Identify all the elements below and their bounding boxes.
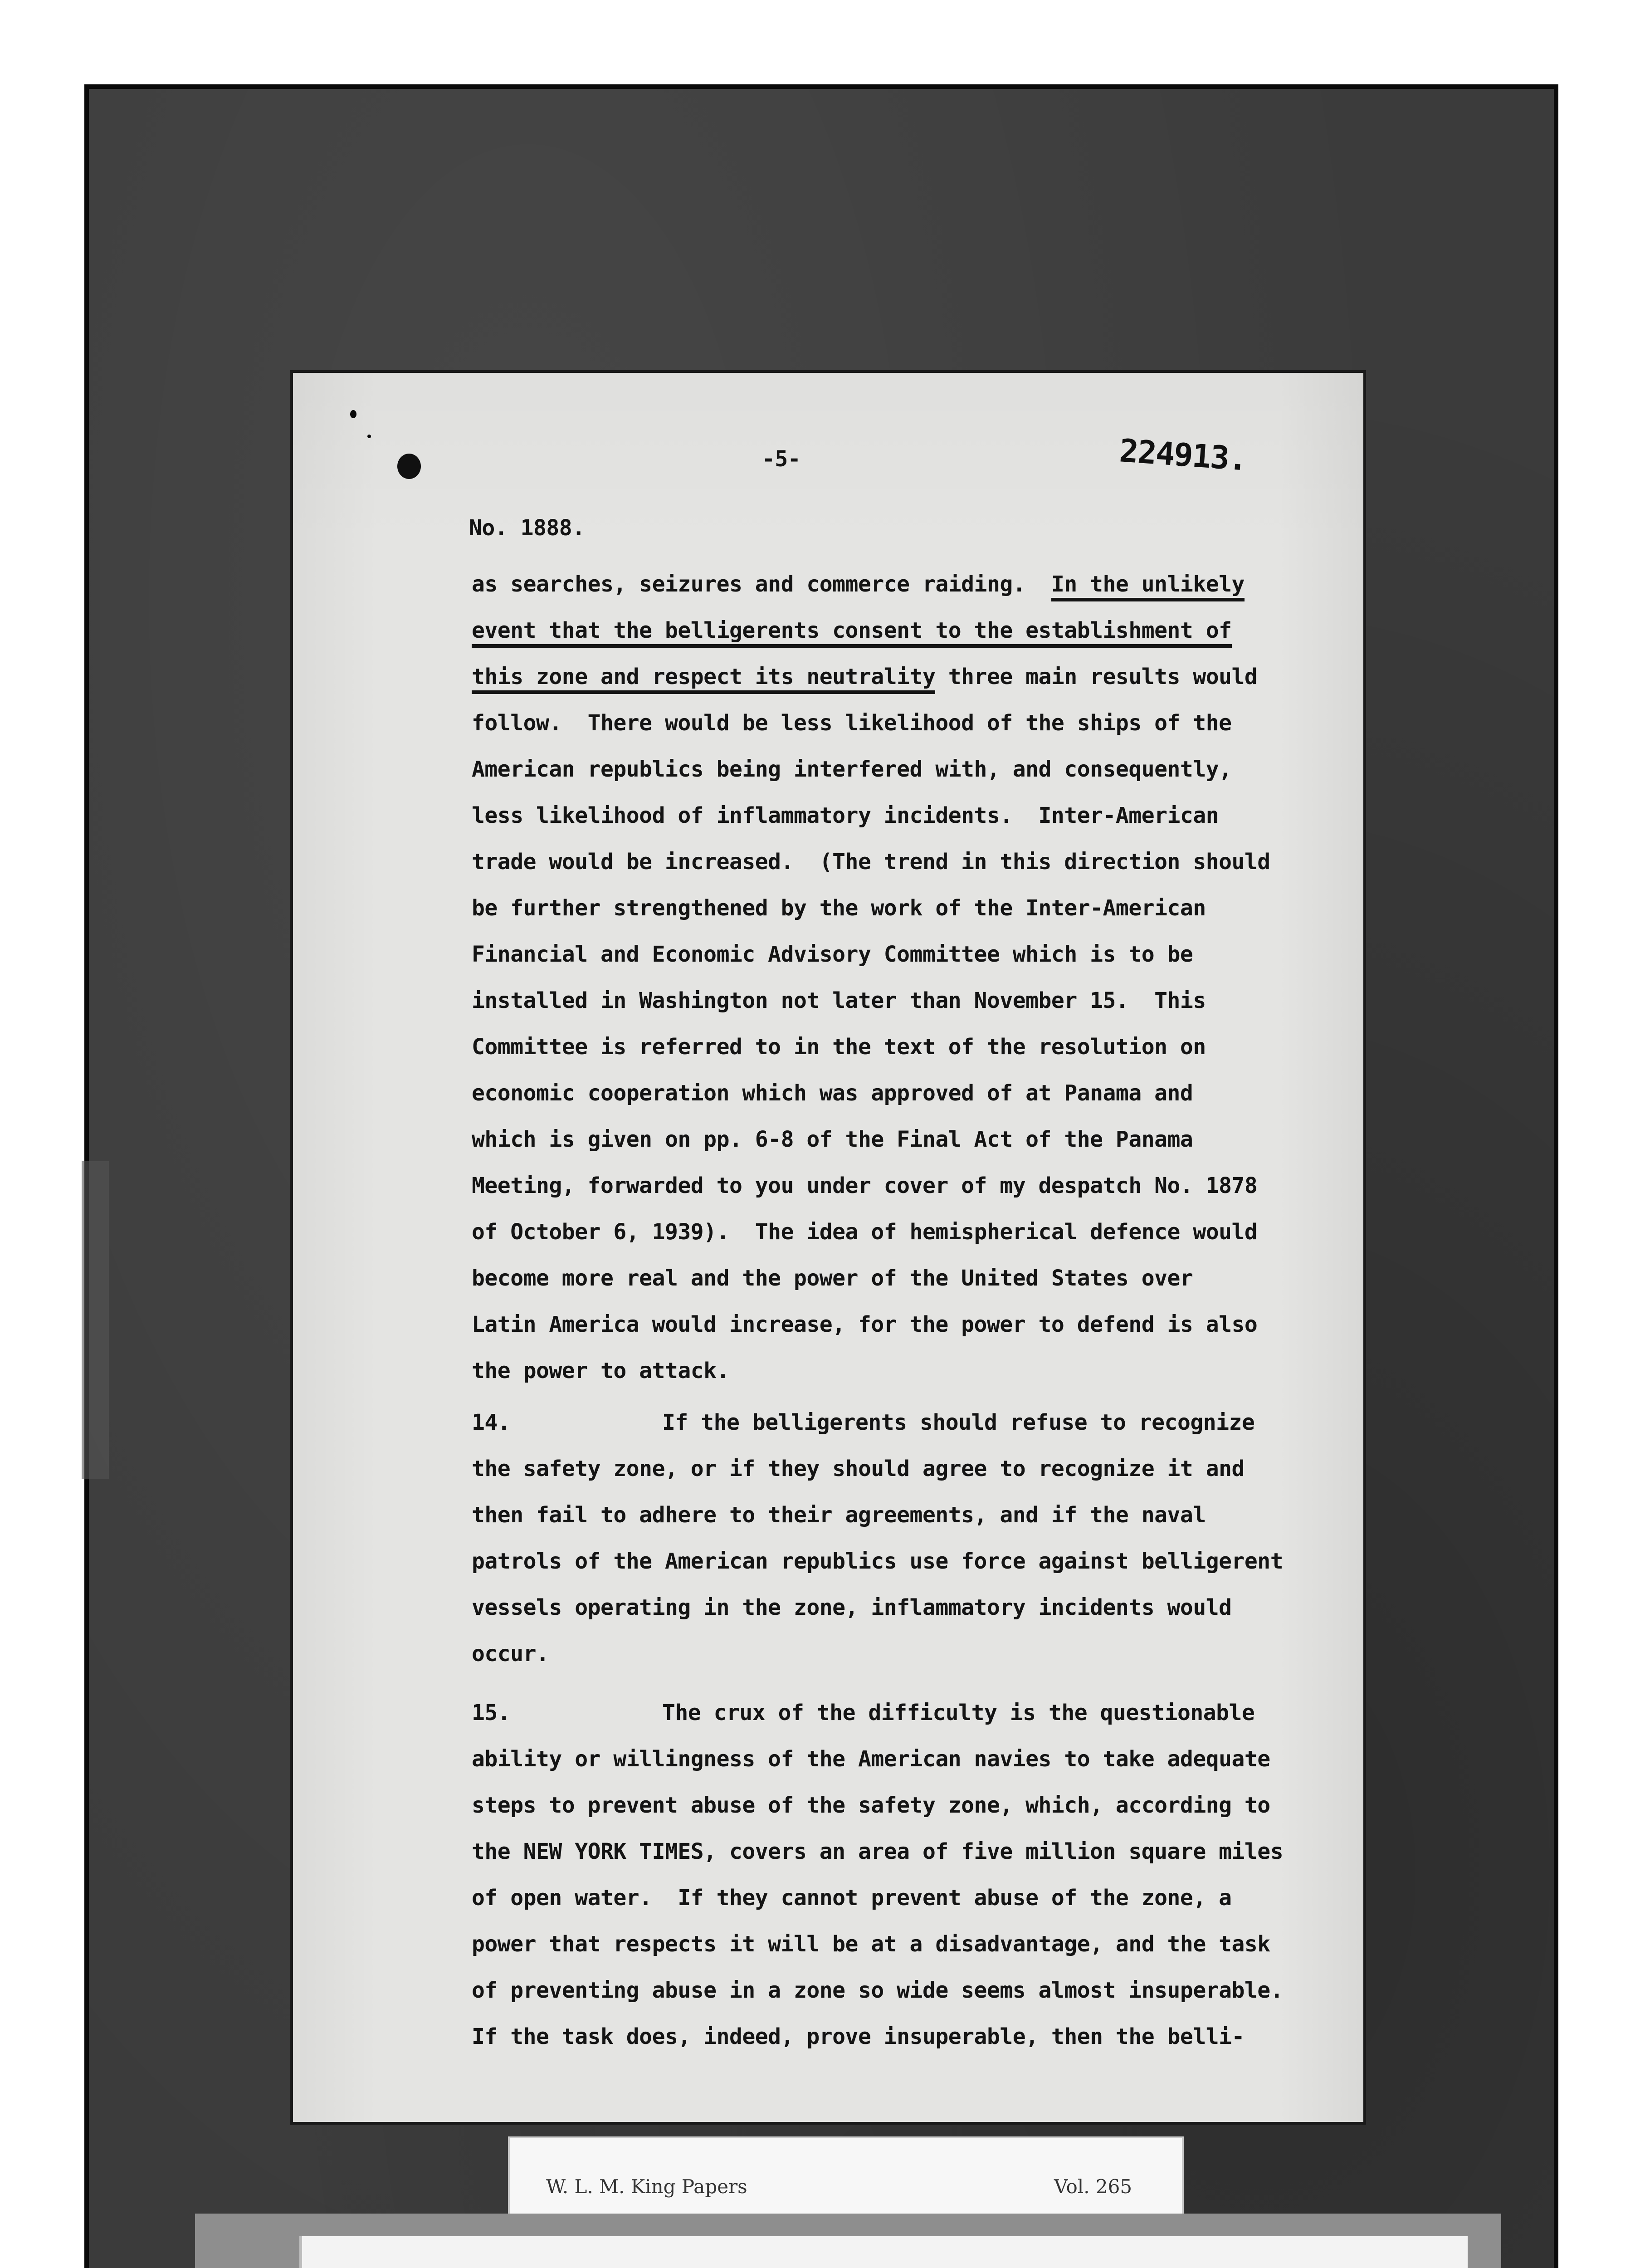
text-segment: follow. There would be less likelihood of the ships of the: [472, 710, 1232, 736]
text-line: [472, 1312, 1257, 1337]
text-line: [472, 1793, 1270, 1818]
text-segment: which is given on pp. 6-8 of the Final Act of the Panama: [472, 1127, 1193, 1152]
text-line: [472, 1034, 1206, 1060]
text-segment: of preventing abuse in a zone so wide seems almost insuperable.: [472, 1978, 1284, 2003]
text-line: [472, 2024, 1245, 2049]
text-segment: Financial and Economic Advisory Committee which is to be: [472, 942, 1193, 967]
page-number: -5-: [762, 446, 801, 472]
text-line: [472, 1641, 549, 1667]
text-line: [472, 710, 1232, 736]
ink-speck: [367, 435, 371, 438]
text-segment: less likelihood of inflammatory incidents. Inter-American: [472, 803, 1219, 828]
text-segment: of open water. If they cannot prevent abuse of the zone, a: [472, 1885, 1232, 1911]
text-segment: the safety zone, or if they should agree to recognize it and: [472, 1456, 1245, 1481]
text-segment: If the task does, indeed, prove insuperable, then the belli-: [472, 2024, 1245, 2049]
text-segment: patrols of the American republics use force against belligerent: [472, 1549, 1284, 1574]
paragraph-number: 15.: [472, 1700, 511, 1725]
text-line: [472, 988, 1206, 1013]
text-segment: Meeting, forwarded to you under cover of my despatch No. 1878: [472, 1173, 1258, 1198]
film-edge-strip: [82, 1161, 109, 1479]
text-line: [472, 1746, 1270, 1772]
text-line: [472, 1839, 1283, 1864]
text-segment: steps to prevent abuse of the safety zone, which, according to: [472, 1793, 1270, 1818]
text-segment: as searches, seizures and commerce raiding.: [472, 572, 1051, 597]
text-line: [472, 1595, 1232, 1620]
text-segment: power that respects it will be at a disadvantage, and the task: [472, 1931, 1270, 1957]
text-line: [472, 849, 1270, 875]
text-line: [472, 1931, 1270, 1957]
text-line: [472, 1549, 1283, 1574]
underlined-text: this zone and respect its neutrality: [472, 664, 935, 694]
text-segment: the power to attack.: [472, 1358, 729, 1383]
ink-speck: [350, 410, 356, 418]
text-segment: If the belligerents should refuse to recognize: [662, 1410, 1255, 1435]
text-segment: be further strengthened by the work of the Inter-American: [472, 895, 1206, 921]
text-line: [472, 1978, 1283, 2003]
text-line: [472, 942, 1193, 967]
text-segment: become more real and the power of the United States over: [472, 1266, 1193, 1291]
text-line: [472, 1127, 1193, 1152]
text-segment: three main results would: [935, 664, 1258, 689]
text-line: [472, 572, 1245, 597]
text-line: [472, 895, 1206, 921]
collection-name: W. L. M. King Papers: [546, 2175, 747, 2198]
underlined-text: In the unlikely: [1051, 572, 1245, 601]
text-line: [472, 618, 1232, 643]
text-segment: occur.: [472, 1641, 549, 1667]
punch-hole: [397, 454, 421, 479]
text-line: [472, 1266, 1193, 1291]
text-segment: Committee is referred to in the text of the resolution on: [472, 1034, 1206, 1060]
text-line: [472, 1080, 1193, 1106]
despatch-number: No. 1888.: [469, 515, 585, 541]
text-line: [472, 664, 1257, 689]
text-line: [472, 1410, 1254, 1435]
text-line: [472, 1502, 1206, 1528]
text-line: [472, 1358, 729, 1383]
text-segment: of October 6, 1939). The idea of hemispherical defence would: [472, 1219, 1258, 1245]
volume-number: Vol. 265: [1054, 2175, 1132, 2198]
text-line: [472, 1219, 1257, 1245]
text-segment: vessels operating in the zone, inflammatory incidents would: [472, 1595, 1232, 1620]
text-segment: installed in Washington not later than November 15. This: [472, 988, 1206, 1013]
text-segment: The crux of the difficulty is the questionable: [662, 1700, 1255, 1725]
text-segment: trade would be increased. (The trend in this direction should: [472, 849, 1270, 875]
text-line: [472, 1173, 1257, 1198]
paragraph-number: 14.: [472, 1410, 511, 1435]
text-segment: economic cooperation which was approved of at Panama and: [472, 1080, 1193, 1106]
text-line: [472, 803, 1219, 828]
text-segment: the NEW YORK TIMES, covers an area of five million square miles: [472, 1839, 1284, 1864]
text-line: [472, 1700, 1254, 1725]
document-stamp-number: 224913.: [1118, 432, 1248, 478]
underlined-text: event that the belligerents consent to the establishment of: [472, 618, 1232, 648]
text-line: [472, 757, 1232, 782]
text-line: [472, 1456, 1245, 1481]
text-segment: ability or willingness of the American navies to take adequate: [472, 1746, 1270, 1772]
text-segment: American republics being interfered with, and consequently,: [472, 757, 1232, 782]
text-segment: then fail to adhere to their agreements, and if the naval: [472, 1502, 1206, 1528]
text-line: [472, 1885, 1232, 1911]
text-segment: Latin America would increase, for the power to defend is also: [472, 1312, 1258, 1337]
archives-card: [299, 2236, 1468, 2268]
